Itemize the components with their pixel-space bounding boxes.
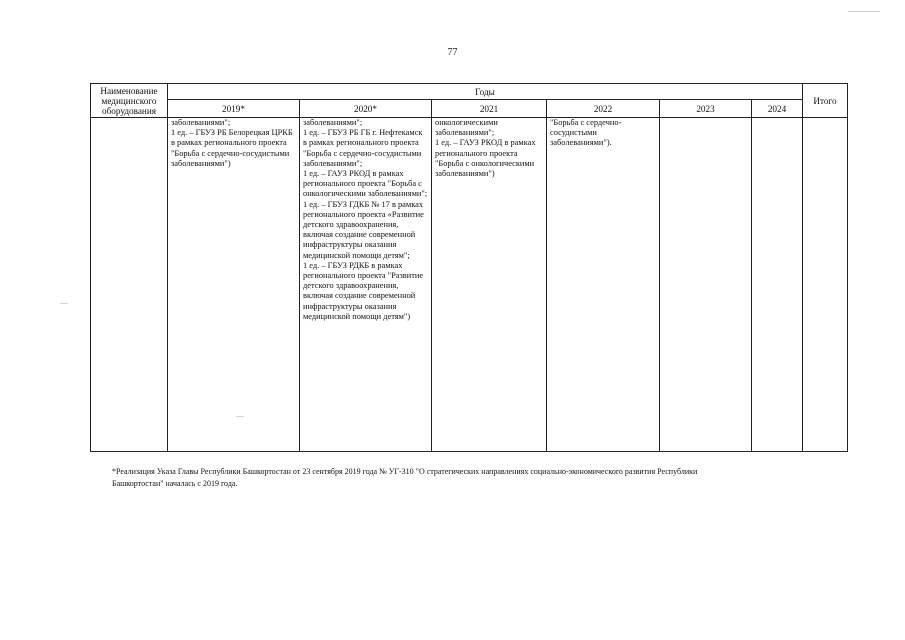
header-year-2021: 2021 <box>432 100 547 118</box>
cell-total <box>803 118 848 452</box>
footnote-line: Башкортостан" началась с 2019 года. <box>112 479 238 488</box>
page-number: 77 <box>447 47 458 58</box>
cell-2020: заболеваниями"; 1 ед. – ГБУЗ РБ ГБ г. Нефтекамск в рамках регионального проекта "Борьба с сердечно-сосудистыми заболеваниями"; 1 ед. – ГАУЗ РКОД в рамках регионального проекта "Борьба с онкологическими заболеваниями"; 1 ед. – ГБУЗ ГДКБ № 17 в рамках регионального проекта «Развитие детского здравоохранения, включая создание современной инфраструктуры оказания медицинской помощи детям"; 1 ед. – ГБУЗ РДКБ в рамках регионального проекта "Развитие детского здравоохранения, включая создание современной инфраструктуры оказания медицинской помощи детям") <box>300 118 432 452</box>
scan-mark <box>848 11 880 12</box>
cell-2022: "Борьба с сердечно-сосудистыми заболеваниями"). <box>547 118 660 452</box>
cell-2023 <box>660 118 752 452</box>
header-year-2024: 2024 <box>752 100 803 118</box>
header-equipment-name: Наименование медицинского оборудования <box>91 84 168 118</box>
equipment-table <box>90 83 848 452</box>
footnote <box>112 466 847 490</box>
table-row <box>91 118 848 452</box>
cell-2024 <box>752 118 803 452</box>
header-year-2022: 2022 <box>547 100 660 118</box>
cell-2021: онкологическими заболеваниями"; 1 ед. – ГАУЗ РКОД в рамках регионального проекта "Борьба с онкологическими заболеваниями") <box>432 118 547 452</box>
header-year-2019: 2019* <box>168 100 300 118</box>
footnote-line: *Реализация Указа Главы Республики Башкортостан от 23 сентября 2019 года № УГ-310 "О стратегических направлениях социально-экономического развития Республики <box>112 467 698 476</box>
cell-equipment-name <box>91 118 168 452</box>
cell-2019: заболеваниями"; 1 ед. – ГБУЗ РБ Белорецкая ЦРКБ в рамках регионального проекта "Борьба с сердечно-сосудистыми заболеваниями") <box>168 118 300 452</box>
header-year-2023: 2023 <box>660 100 752 118</box>
header-total: Итого <box>803 84 848 118</box>
scan-mark <box>60 303 68 304</box>
equipment-table-wrapper <box>90 83 848 452</box>
header-year-2020: 2020* <box>300 100 432 118</box>
header-years-group: Годы <box>168 84 803 100</box>
